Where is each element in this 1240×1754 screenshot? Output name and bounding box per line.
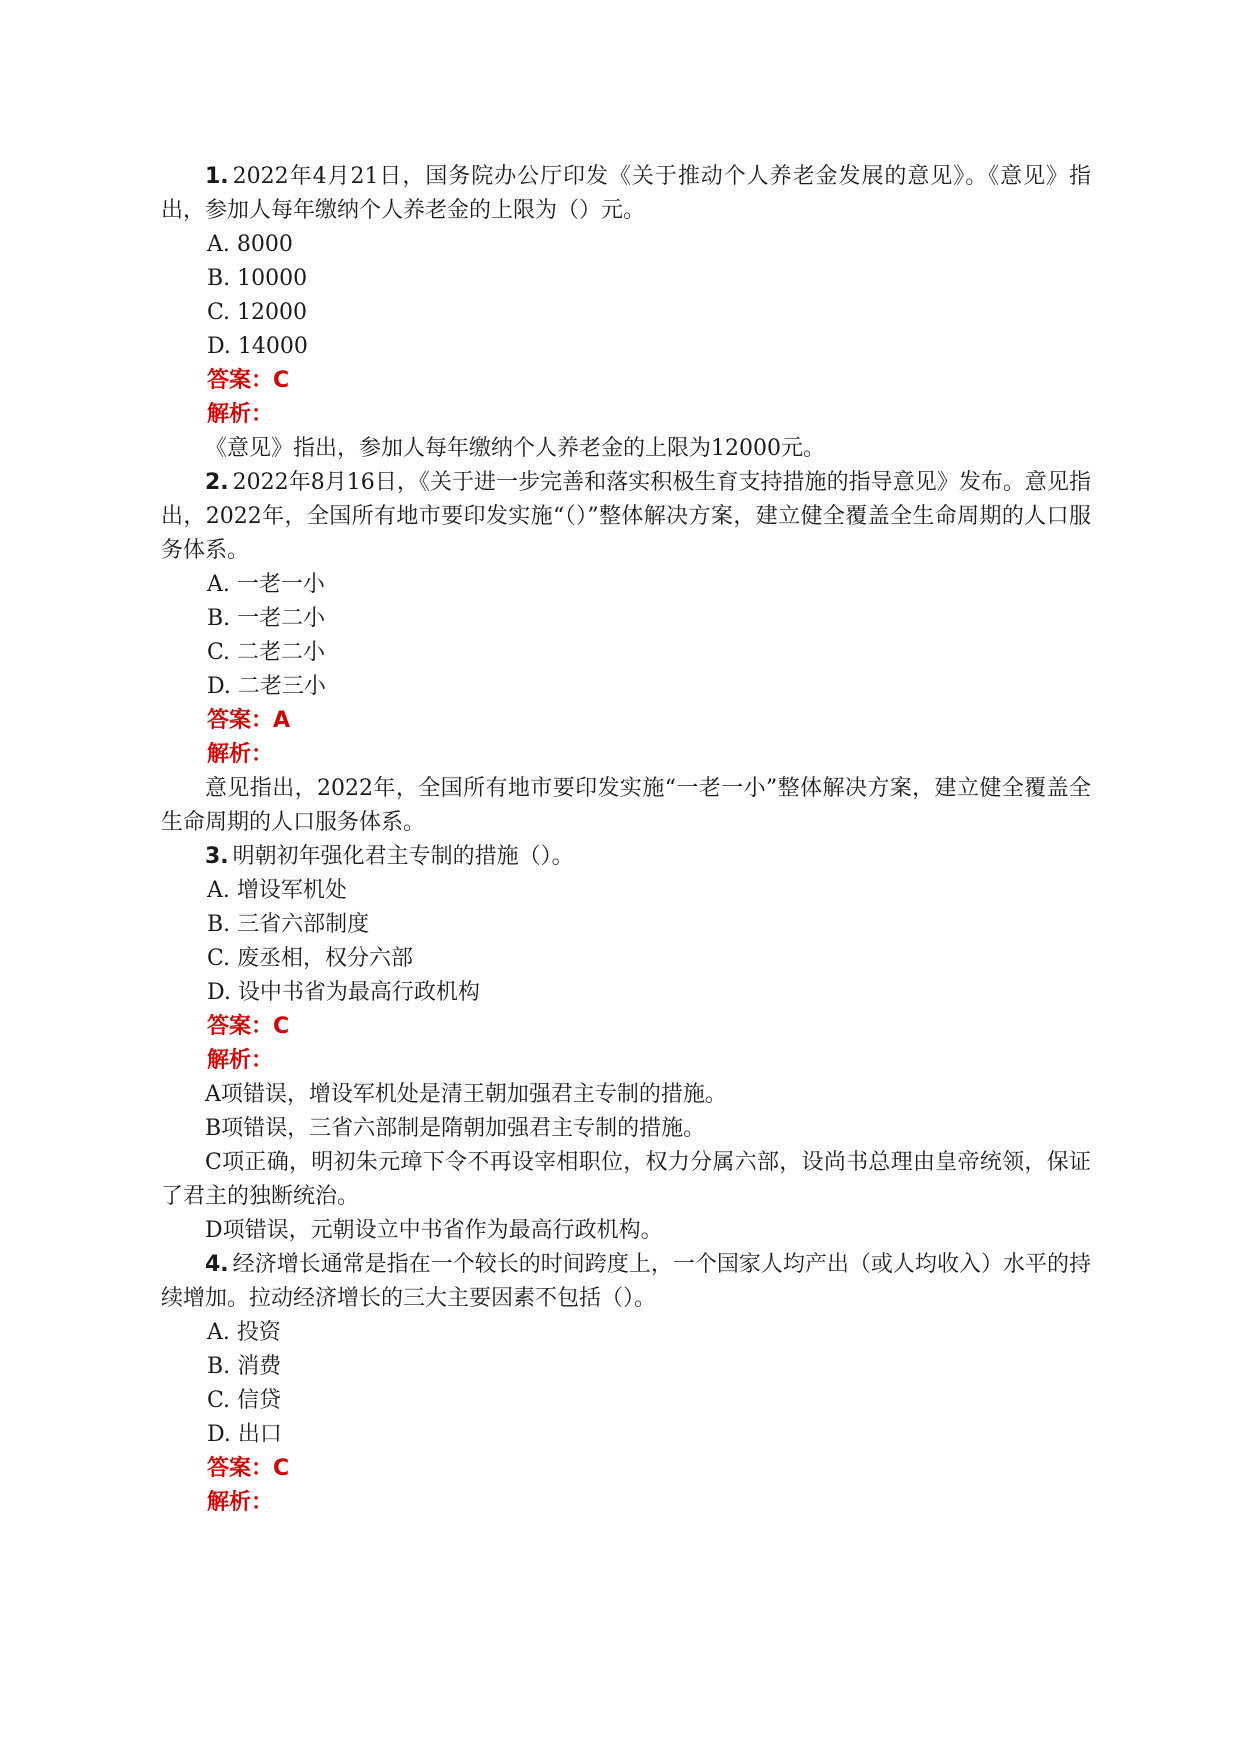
- question-stem: [161, 160, 1091, 228]
- question-stem: [161, 840, 1091, 874]
- question-number: 2.: [205, 470, 229, 495]
- question-number: 1.: [205, 164, 229, 189]
- question-text: 明朝初年强化君主专制的措施（）。: [232, 844, 574, 869]
- answer-line: 答案：C: [207, 1456, 290, 1481]
- question-3: [161, 840, 1091, 1248]
- option-a: A. 一老一小: [207, 572, 325, 597]
- option-d: D. 14000: [207, 334, 308, 359]
- option-a: A. 投资: [207, 1320, 281, 1345]
- analysis-text-a: A项错误，增设军机处是清王朝加强君主专制的措施。: [205, 1082, 727, 1107]
- analysis-label: 解析：: [207, 1490, 274, 1515]
- option-c: C. 信贷: [207, 1388, 282, 1413]
- option-a: A. 增设军机处: [207, 878, 347, 903]
- option-b: B. 消费: [207, 1354, 282, 1379]
- analysis-label: 解析：: [207, 402, 274, 427]
- question-stem: [161, 1248, 1091, 1316]
- analysis-label: 解析：: [207, 742, 274, 767]
- option-b: B. 一老二小: [207, 606, 326, 631]
- option-d: D. 二老三小: [207, 674, 326, 699]
- option-c: C. 二老二小: [207, 640, 326, 665]
- option-c: C. 12000: [207, 300, 308, 325]
- question-text: 2022年8月16日，《关于进一步完善和落实积极生育支持措施的指导意见》发布。意见指出，2022年，全国所有地市要印发实施“（）”整体解决方案，建立健全覆盖全生命周期的人口服务体系。: [161, 470, 1091, 563]
- analysis-text: 《意见》指出，参加人每年缴纳个人养老金的上限为12000元。: [205, 436, 825, 461]
- analysis-text-c: C项正确，明初朱元璋下令不再设宰相职位，权力分属六部，设尚书总理由皇帝统领，保证了君主的独断统治。: [161, 1150, 1091, 1209]
- question-stem: [161, 466, 1091, 568]
- question-number: 4.: [205, 1252, 229, 1277]
- question-number: 3.: [205, 844, 229, 869]
- option-a: A. 8000: [207, 232, 293, 257]
- answer-line: 答案：C: [207, 1014, 290, 1039]
- question-text: 2022年4月21日，国务院办公厅印发《关于推动个人养老金发展的意见》。《意见》指出，参加人每年缴纳个人养老金的上限为（）元。: [161, 164, 1091, 223]
- question-2: [161, 466, 1091, 840]
- question-1: [161, 160, 1091, 466]
- answer-line: 答案：A: [207, 708, 291, 733]
- option-b: B. 10000: [207, 266, 308, 291]
- question-list: [161, 160, 1091, 1520]
- analysis-text-d: D项错误，元朝设立中书省作为最高行政机构。: [205, 1218, 663, 1243]
- analysis-text-b: B项错误，三省六部制是隋朝加强君主专制的措施。: [205, 1116, 706, 1141]
- option-d: D. 设中书省为最高行政机构: [207, 980, 480, 1005]
- analysis-label: 解析：: [207, 1048, 274, 1073]
- option-c: C. 废丞相，权分六部: [207, 946, 414, 971]
- question-4: [161, 1248, 1091, 1520]
- answer-line: 答案：C: [207, 368, 290, 393]
- option-b: B. 三省六部制度: [207, 912, 370, 937]
- option-d: D. 出口: [207, 1422, 282, 1447]
- question-text: 经济增长通常是指在一个较长的时间跨度上，一个国家人均产出（或人均收入）水平的持续增加。拉动经济增长的三大主要因素不包括（）。: [161, 1252, 1091, 1311]
- analysis-text: 意见指出，2022年，全国所有地市要印发实施“一老一小”整体解决方案，建立健全覆盖全生命周期的人口服务体系。: [161, 776, 1091, 835]
